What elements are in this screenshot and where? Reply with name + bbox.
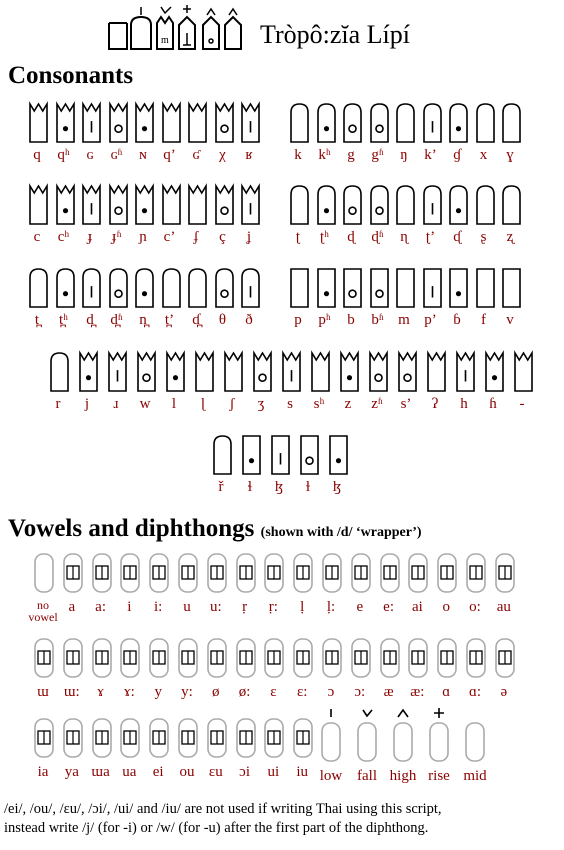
glyph-label: ɦ xyxy=(489,396,497,412)
tone-glyph xyxy=(320,706,342,766)
glyph-label: ui xyxy=(267,764,280,780)
glyph-label: ᶑ xyxy=(453,229,461,245)
glyph-label: ɛu xyxy=(208,764,223,780)
glyph-label: e: xyxy=(383,599,394,615)
vowel-glyph xyxy=(322,638,342,678)
glyph-label: ia xyxy=(37,764,49,780)
vowel-glyph xyxy=(207,718,227,758)
glyph-label: v xyxy=(506,312,514,328)
glyph-label: t̪ xyxy=(34,312,40,328)
glyph-label: ʄ xyxy=(193,229,199,245)
glyph-label: ɮ xyxy=(274,479,284,495)
consonant-glyph xyxy=(215,103,234,143)
consonant-glyph xyxy=(213,435,232,475)
glyph-label: ṛ xyxy=(242,599,248,615)
consonant-glyph xyxy=(56,103,75,143)
glyph-label: q’ xyxy=(163,147,176,163)
consonant-glyph xyxy=(423,103,442,143)
vowel-glyph xyxy=(149,553,169,593)
glyph-label: ua xyxy=(122,764,137,780)
glyph-label: sʰ xyxy=(313,396,325,412)
consonant-glyph xyxy=(290,103,309,143)
glyph-label: gʱ xyxy=(371,147,384,163)
consonant-glyph xyxy=(514,352,533,392)
glyph-label: ŋ xyxy=(400,147,408,163)
consonant-glyph xyxy=(50,352,69,392)
glyph-label: p xyxy=(294,312,302,328)
consonant-glyph xyxy=(449,185,468,225)
glyph-label: u xyxy=(183,599,191,615)
glyph-label: ʒ xyxy=(257,396,265,412)
glyph-label: b xyxy=(347,312,355,328)
glyph-label: c xyxy=(33,229,41,245)
vowel-glyph xyxy=(322,553,342,593)
glyph-label: ɢʱ xyxy=(110,147,123,163)
glyph-label: ɳ xyxy=(400,229,408,245)
glyph-label: ɖʱ xyxy=(371,229,384,245)
vowel-glyph xyxy=(466,638,486,678)
consonant-glyph xyxy=(502,103,521,143)
consonant-glyph xyxy=(224,352,243,392)
glyph-label: zʱ xyxy=(371,396,383,412)
vowel-glyph xyxy=(293,718,313,758)
glyph-label: qʰ xyxy=(57,147,70,163)
consonant-glyph xyxy=(162,268,181,308)
consonant-glyph xyxy=(56,268,75,308)
consonant-glyph xyxy=(485,352,504,392)
glyph-label: y: xyxy=(181,684,193,700)
vowel-glyph xyxy=(34,718,54,758)
glyph-label: h xyxy=(460,396,468,412)
glyph-label: ʃ xyxy=(229,396,235,412)
vowel-glyph xyxy=(437,638,457,678)
consonant-glyph xyxy=(135,185,154,225)
glyph-label: ɯ xyxy=(37,684,49,700)
consonant-glyph xyxy=(398,352,417,392)
glyph-label: ɣ xyxy=(506,147,514,163)
glyph-label: bʱ xyxy=(371,312,384,328)
consonant-glyph xyxy=(317,185,336,225)
glyph-label: ø: xyxy=(238,684,251,700)
consonant-glyph xyxy=(329,435,348,475)
glyph-label: ʔ xyxy=(431,396,439,412)
tone-glyph xyxy=(392,706,414,766)
vowel-glyph xyxy=(408,553,428,593)
glyph-label: r xyxy=(55,396,61,412)
glyph-label: f xyxy=(481,312,486,328)
glyph-label: ø xyxy=(212,684,220,700)
tone-glyph xyxy=(464,706,486,766)
vowel-glyph xyxy=(293,553,313,593)
glyph-label: g xyxy=(347,147,355,163)
glyph-label: w xyxy=(139,396,151,412)
glyph-label: ɭ xyxy=(200,396,206,412)
vowel-glyph xyxy=(437,553,457,593)
consonant-glyph xyxy=(449,268,468,308)
vowel-glyph xyxy=(92,718,112,758)
glyph-label: kʰ xyxy=(318,147,331,163)
consonant-glyph xyxy=(109,185,128,225)
glyph-label: k xyxy=(294,147,302,163)
glyph-label: ɤ: xyxy=(123,684,135,700)
vowel-glyph xyxy=(34,553,54,593)
vowel-glyph xyxy=(495,638,515,678)
glyph-label: ṛ: xyxy=(268,599,278,615)
glyph-label: ɖ xyxy=(347,229,355,245)
consonant-glyph xyxy=(396,268,415,308)
glyph-label: ð xyxy=(245,312,253,328)
glyph-label: cʰ xyxy=(57,229,70,245)
consonant-glyph xyxy=(135,103,154,143)
consonant-glyph xyxy=(135,268,154,308)
glyph-label: pʰ xyxy=(318,312,331,328)
page-title: Tròpô:zĭa Lípí xyxy=(260,20,410,49)
consonant-glyph xyxy=(340,352,359,392)
consonant-glyph xyxy=(188,103,207,143)
consonant-glyph xyxy=(29,103,48,143)
glyph-label: iu xyxy=(296,764,309,780)
consonant-glyph xyxy=(241,103,260,143)
glyph-label: ɹ xyxy=(113,396,119,412)
consonant-glyph xyxy=(242,435,261,475)
vowel-glyph xyxy=(178,718,198,758)
vowel-glyph xyxy=(92,638,112,678)
vowel-glyph xyxy=(92,553,112,593)
glyph-label: o: xyxy=(469,599,481,615)
glyph-label: fall xyxy=(357,768,377,784)
glyph-label: ya xyxy=(64,764,79,780)
consonant-glyph xyxy=(241,185,260,225)
glyph-label: ai xyxy=(411,599,423,615)
glyph-label: s’ xyxy=(400,396,412,412)
glyph-label: ɤ xyxy=(97,684,104,700)
glyph-label: q xyxy=(33,147,41,163)
glyph-label: m xyxy=(398,312,410,328)
consonant-glyph xyxy=(82,103,101,143)
consonant-glyph xyxy=(427,352,446,392)
vowel-glyph xyxy=(236,638,256,678)
glyph-label: i: xyxy=(154,599,163,615)
glyph-label: t̪ʰ xyxy=(59,312,68,328)
glyph-label: ʐ xyxy=(506,229,514,245)
glyph-label: c’ xyxy=(163,229,176,245)
consonant-glyph xyxy=(449,103,468,143)
consonant-glyph xyxy=(166,352,185,392)
glyph-label: s xyxy=(287,396,293,412)
glyph-label: - xyxy=(519,396,525,412)
glyph-label: t̪’ xyxy=(164,312,175,328)
vowel-glyph xyxy=(293,638,313,678)
consonant-glyph xyxy=(188,185,207,225)
glyph-label: ɑ xyxy=(442,684,451,700)
glyph-label: ɔ: xyxy=(354,684,366,700)
glyph-label: ř xyxy=(218,479,224,495)
vowel-glyph xyxy=(380,638,400,678)
glyph-label: ɬ xyxy=(247,479,253,495)
glyph-label: k’ xyxy=(424,147,437,163)
glyph-label: a xyxy=(68,599,76,615)
vowels-heading-text: Vowels and diphthongs xyxy=(8,515,255,542)
consonant-glyph xyxy=(108,352,127,392)
glyph-label: ɑ: xyxy=(468,684,481,700)
consonant-glyph xyxy=(215,185,234,225)
glyph-label: ɟ xyxy=(87,229,93,245)
glyph-label: ʛ xyxy=(192,147,200,163)
consonant-glyph xyxy=(423,185,442,225)
consonant-glyph xyxy=(396,103,415,143)
glyph-label: ʈ’ xyxy=(425,229,436,245)
glyph-label: ʂ xyxy=(480,229,487,245)
glyph-label: ɫ xyxy=(305,479,311,495)
consonant-glyph xyxy=(370,185,389,225)
glyph-label: æ xyxy=(383,684,394,700)
glyph-label: ɗ̪ xyxy=(192,312,200,328)
glyph-label: ʁ xyxy=(245,147,253,163)
glyph-label: n̪ xyxy=(139,312,147,328)
consonant-glyph xyxy=(29,185,48,225)
vowel-glyph xyxy=(351,553,371,593)
glyph-label: ɴ xyxy=(139,147,147,163)
vowel-glyph xyxy=(120,638,140,678)
glyph-label: ɛ xyxy=(270,684,277,700)
consonant-glyph xyxy=(476,268,495,308)
vowel-glyph xyxy=(63,553,83,593)
glyph-label: a: xyxy=(95,599,106,615)
glyph-label: rise xyxy=(428,768,450,784)
consonant-glyph xyxy=(253,352,272,392)
vowel-glyph xyxy=(408,638,428,678)
vowel-glyph xyxy=(63,638,83,678)
consonant-glyph xyxy=(502,185,521,225)
glyph-label: ɠ xyxy=(453,147,461,163)
consonant-glyph xyxy=(300,435,319,475)
vowel-glyph xyxy=(120,553,140,593)
glyph-label: ɮ xyxy=(332,479,342,495)
consonant-glyph xyxy=(290,185,309,225)
glyph-label: p’ xyxy=(424,312,437,328)
glyph-label: χ xyxy=(219,147,226,163)
vowel-glyph xyxy=(264,638,284,678)
consonant-glyph xyxy=(370,268,389,308)
consonant-glyph xyxy=(290,268,309,308)
glyph-label: x xyxy=(479,147,488,163)
consonant-glyph xyxy=(396,185,415,225)
vowel-glyph xyxy=(495,553,515,593)
glyph-label: ḷ: xyxy=(326,599,336,615)
usage-note xyxy=(4,800,442,838)
vowel-glyph xyxy=(178,553,198,593)
consonant-glyph xyxy=(162,103,181,143)
glyph-label: θ xyxy=(218,312,227,328)
consonant-glyph xyxy=(343,103,362,143)
tone-glyph xyxy=(356,706,378,766)
glyph-label: j xyxy=(84,396,90,412)
consonants-heading: Consonants xyxy=(8,62,134,89)
glyph-label: ɔ xyxy=(327,684,335,700)
vowel-glyph xyxy=(207,553,227,593)
consonant-glyph xyxy=(343,268,362,308)
vowel-glyph xyxy=(63,718,83,758)
glyph-label: z xyxy=(344,396,352,412)
consonant-glyph xyxy=(343,185,362,225)
glyph-label: æ: xyxy=(410,684,425,700)
glyph-label: mid xyxy=(463,768,487,784)
vowel-glyph xyxy=(264,718,284,758)
glyph-label: ç xyxy=(219,229,226,245)
glyph-label: d̪ xyxy=(86,312,94,328)
consonant-glyph xyxy=(476,185,495,225)
glyph-label: l xyxy=(171,396,177,412)
vowel-glyph xyxy=(178,638,198,678)
glyph-label: o xyxy=(442,599,450,615)
glyph-label: ou xyxy=(179,764,195,780)
consonant-glyph xyxy=(423,268,442,308)
consonant-glyph xyxy=(476,103,495,143)
vowel-glyph xyxy=(149,638,169,678)
consonant-glyph xyxy=(282,352,301,392)
consonant-glyph xyxy=(317,103,336,143)
glyph-label: ɛ: xyxy=(296,684,308,700)
consonant-glyph xyxy=(369,352,388,392)
glyph-label: au xyxy=(496,599,511,615)
script-logo xyxy=(105,5,245,55)
glyph-label: no vowel xyxy=(28,598,58,624)
vowel-glyph xyxy=(236,718,256,758)
glyph-label: high xyxy=(389,768,417,784)
glyph-label: ɯ: xyxy=(63,684,80,700)
glyph-label: ɓ xyxy=(453,312,461,328)
consonant-glyph xyxy=(241,268,260,308)
consonant-glyph xyxy=(317,268,336,308)
usage-note-line: /ei/, /ou/, /ɛu/, /ɔi/, /ui/ and /iu/ are not used if writing Thai using this script, xyxy=(4,801,442,817)
consonant-glyph xyxy=(215,268,234,308)
glyph-label: y xyxy=(154,684,162,700)
consonant-glyph xyxy=(502,268,521,308)
consonant-glyph xyxy=(82,268,101,308)
glyph-label: ḷ xyxy=(300,599,305,615)
vowel-glyph xyxy=(120,718,140,758)
consonant-glyph xyxy=(109,103,128,143)
glyph-label: ɟʱ xyxy=(111,229,122,245)
glyph-label: i xyxy=(127,599,132,615)
vowels-heading xyxy=(8,515,422,543)
consonant-glyph xyxy=(311,352,330,392)
glyph-label: ɢ xyxy=(86,147,94,163)
consonant-glyph xyxy=(82,185,101,225)
svg-text:m: m xyxy=(161,35,169,46)
vowel-glyph xyxy=(466,553,486,593)
glyph-label: ɲ xyxy=(139,229,147,245)
glyph-label: ɯa xyxy=(91,764,110,780)
consonant-glyph xyxy=(56,185,75,225)
consonant-glyph xyxy=(162,185,181,225)
vowel-glyph xyxy=(236,553,256,593)
tone-glyph xyxy=(428,706,450,766)
consonant-glyph xyxy=(271,435,290,475)
consonant-glyph xyxy=(188,268,207,308)
glyph-label: u: xyxy=(209,599,222,615)
vowel-glyph xyxy=(264,553,284,593)
consonant-glyph xyxy=(29,268,48,308)
consonant-glyph xyxy=(456,352,475,392)
consonant-glyph xyxy=(79,352,98,392)
vowel-glyph xyxy=(34,638,54,678)
glyph-label: ʈʰ xyxy=(320,229,329,245)
vowel-glyph xyxy=(207,638,227,678)
consonant-glyph xyxy=(195,352,214,392)
glyph-label: d̪ʱ xyxy=(110,312,123,328)
vowel-glyph xyxy=(380,553,400,593)
glyph-label: e xyxy=(356,599,364,615)
vowel-glyph xyxy=(351,638,371,678)
vowels-heading-note: (shown with /d/ ‘wrapper’) xyxy=(260,525,422,540)
consonant-glyph xyxy=(109,268,128,308)
glyph-label: ʈ xyxy=(295,229,301,245)
consonant-glyph xyxy=(137,352,156,392)
glyph-label: ʝ xyxy=(246,229,252,245)
vowel-glyph xyxy=(149,718,169,758)
usage-note-line: instead write /j/ (for -i) or /w/ (for -u) after the first part of the diphthong. xyxy=(4,820,429,836)
glyph-label: ə xyxy=(500,684,508,700)
consonant-glyph xyxy=(370,103,389,143)
glyph-label: ei xyxy=(152,764,164,780)
glyph-label: low xyxy=(319,768,343,784)
glyph-label: ɔi xyxy=(239,764,250,780)
